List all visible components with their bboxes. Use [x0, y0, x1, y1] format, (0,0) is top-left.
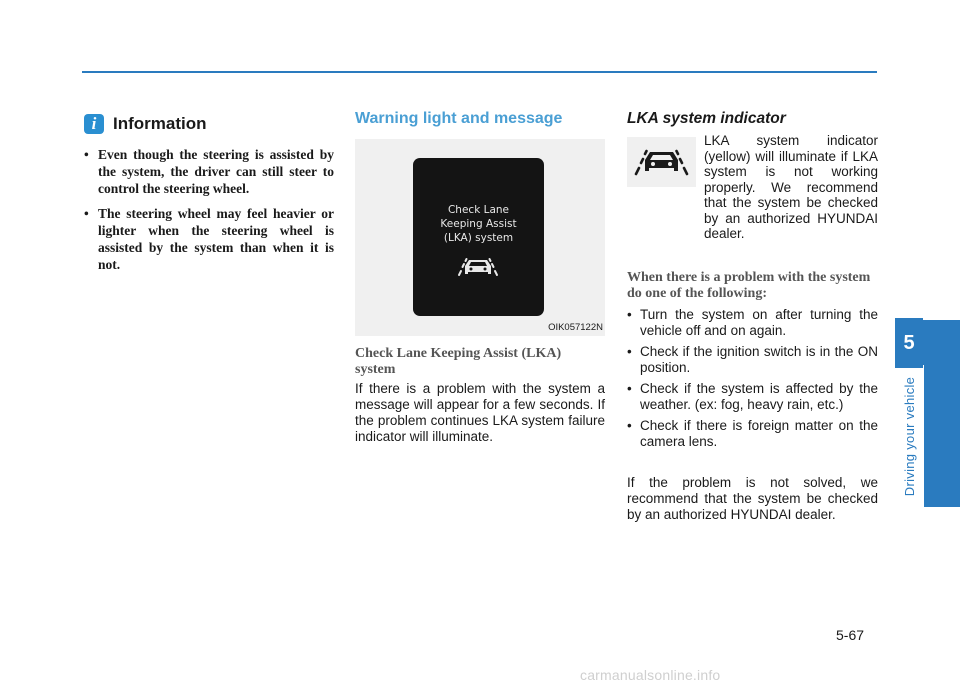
cluster-message-line: Check Lane: [447, 204, 510, 216]
cluster-message: [413, 203, 544, 245]
chapter-label-text: Driving your vehicle: [902, 376, 918, 496]
info-list: [84, 146, 334, 281]
problem-item: • Check if there is foreign matter on the camera lens.: [627, 418, 878, 450]
problem-heading: When there is a problem with the system do one of the following:: [627, 270, 871, 301]
problem-item: • Turn the system on after turning the vehicle off and on again.: [627, 307, 878, 339]
warning-body: If there is a problem with the system a message will appear for a few seconds. If the problem continues LKA system failure indicator will illuminate.: [355, 381, 605, 444]
info-item: • Even though the steering is assisted by the system, the driver can still steer to control the steering wheel.: [84, 146, 334, 197]
warning-subtitle: Check Lane Keeping Assist (LKA) system: [355, 346, 562, 377]
top-rule: [82, 71, 877, 73]
watermark: carmanualsonline.info: [580, 667, 721, 683]
chapter-label: [896, 365, 924, 507]
cluster-message-line: (LKA) system: [443, 232, 514, 244]
lka-indicator-description: LKA system indicator (yellow) will illuminate if LKA system is not working properly. We recommend that the system be checked by an authorized HYUNDAI dealer.: [704, 133, 878, 241]
cluster-display: [413, 158, 544, 316]
info-icon: i: [84, 114, 104, 134]
warning-section-title: Warning light and message: [355, 110, 563, 127]
lka-indicator-title: LKA system indicator: [627, 110, 786, 127]
problem-item: • Check if the system is affected by the weather. (ex: fog, heavy rain, etc.): [627, 381, 878, 413]
info-item: • The steering wheel may feel heavier or lighter when the steering wheel is assisted by the system than when it is not.: [84, 205, 334, 273]
problem-footer: If the problem is not solved, we recommend that the system be checked by an authorized HYUNDAI dealer.: [627, 475, 878, 522]
cluster-message-line: Keeping Assist: [440, 218, 517, 230]
lane-keeping-car-icon: [453, 255, 503, 277]
problem-list: [627, 307, 878, 455]
info-header: [84, 114, 207, 134]
page-number: 5-67: [836, 627, 865, 643]
info-title: Information: [113, 114, 207, 133]
lka-indicator-figure: [627, 137, 696, 187]
figure-code: OIK057122N: [548, 322, 603, 333]
problem-item: • Check if the ignition switch is in the ON position.: [627, 344, 878, 376]
chapter-number: 5: [895, 318, 923, 368]
warning-figure: [355, 139, 605, 336]
lane-keeping-car-icon: [631, 145, 692, 177]
